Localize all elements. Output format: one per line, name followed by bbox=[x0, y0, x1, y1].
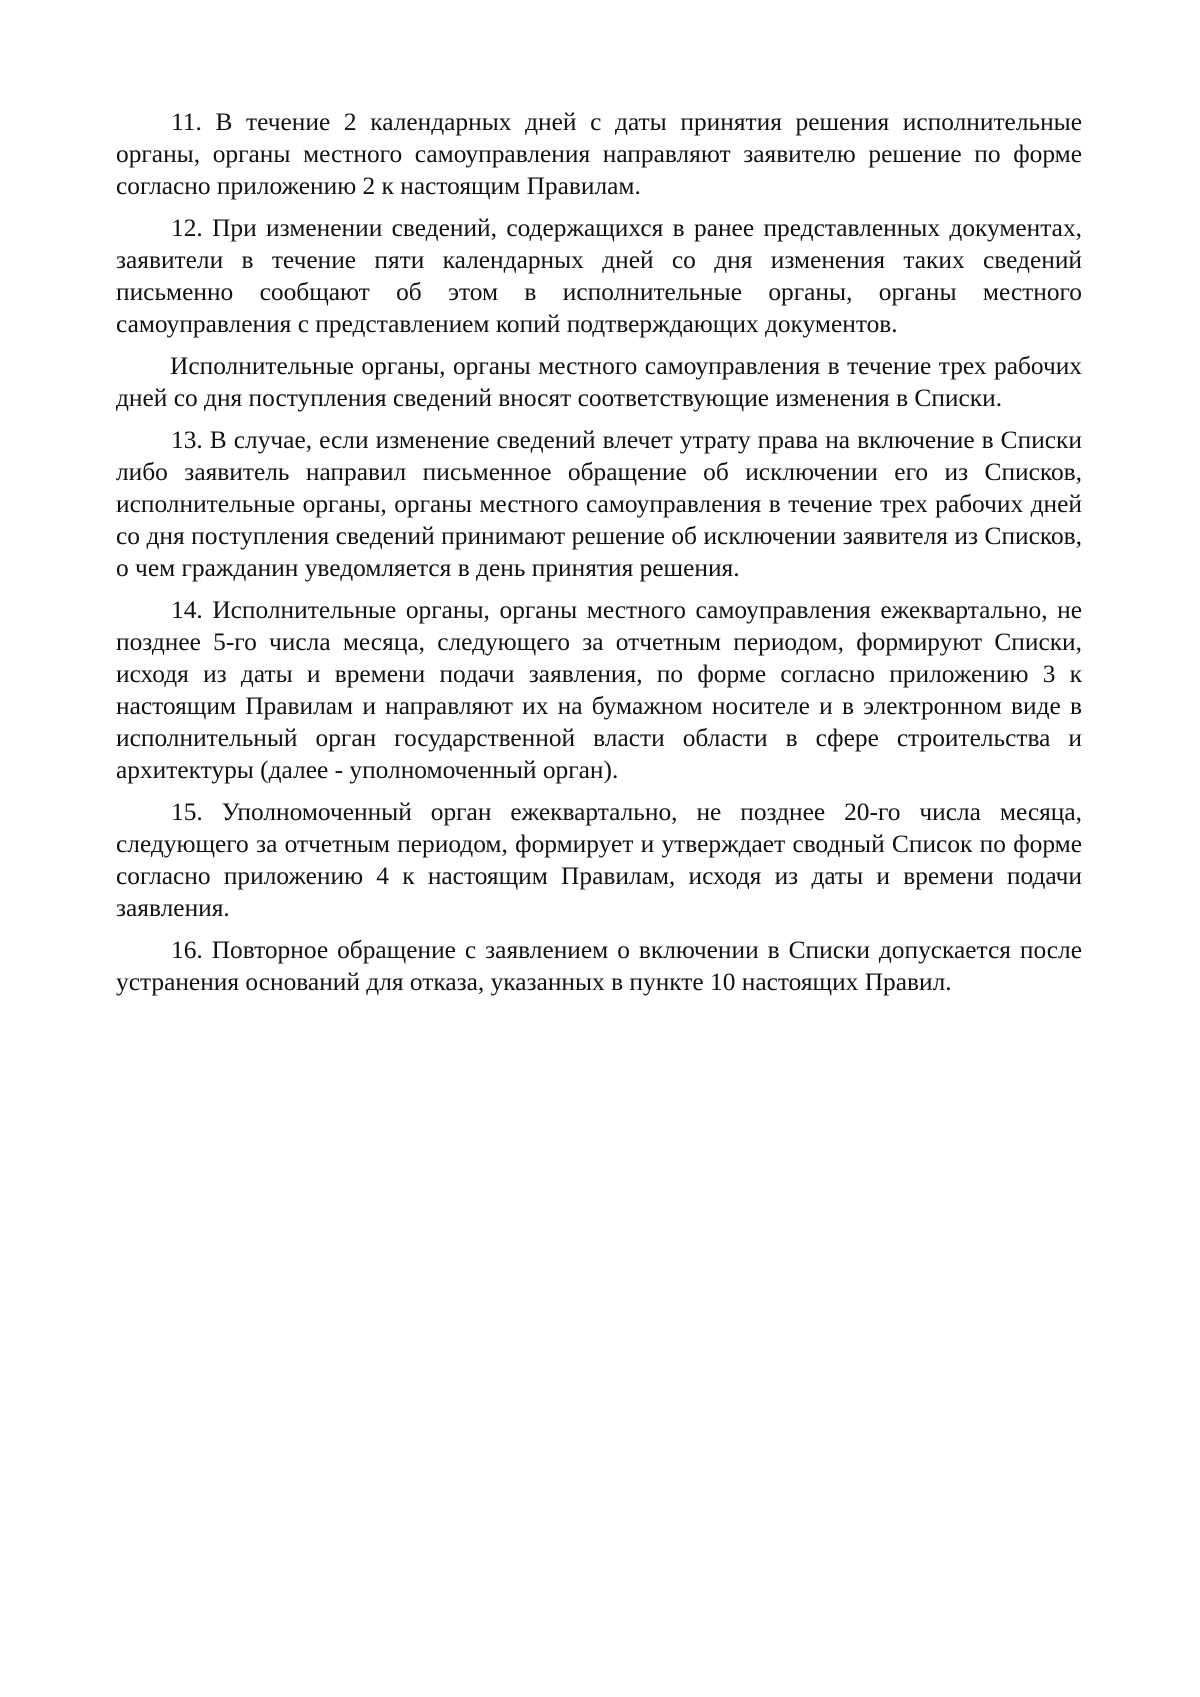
paragraph-16: 16. Повторное обращение с заявлением о включении в Списки допускается после устранения оснований для отказа, указанных в пункте 10 настоящих Правил. bbox=[116, 936, 1082, 996]
paragraph-13: 13. В случае, если изменение сведений влечет утрату права на включение в Списки либо заявитель направил письменное обращение об исключении его из Списков, исполнительные органы, органы местного самоуправления в течение трех рабочих дней со дня поступления сведений принимают решение об исключении заявителя из Списков, о чем гражданин уведомляется в день принятия решения. bbox=[116, 426, 1082, 582]
paragraph-14: 14. Исполнительные органы, органы местного самоуправления ежеквартально, не позднее 5-го числа месяца, следующего за отчетным периодом, формируют Списки, исходя из даты и времени подачи заявления, по форме согласно приложению 3 к настоящим Правилам и направляют их на бумажном носителе и в электронном виде в исполнительный орган государственной власти области в сфере строительства и архитектуры (далее - уполномоченный орган). bbox=[116, 596, 1082, 784]
paragraph-11: 11. В течение 2 календарных дней с даты принятия решения исполнительные органы, органы местного самоуправления направляют заявителю решение по форме согласно приложению 2 к настоящим Правилам. bbox=[116, 108, 1082, 200]
document-body bbox=[116, 106, 1082, 1008]
paragraph-15: 15. Уполномоченный орган ежеквартально, не позднее 20-го числа месяца, следующего за отчетным периодом, формирует и утверждает сводный Список по форме согласно приложению 4 к настоящим Правилам, исходя из даты и времени подачи заявления. bbox=[116, 798, 1082, 922]
paragraph-12-continuation: Исполнительные органы, органы местного самоуправления в течение трех рабочих дней со дня поступления сведений вносят соответствующие изменения в Списки. bbox=[116, 352, 1082, 412]
paragraph-12: 12. При изменении сведений, содержащихся в ранее представленных документах, заявители в течение пяти календарных дней со дня изменения таких сведений письменно сообщают об этом в исполнительные органы, органы местного самоуправления с представлением копий подтверждающих документов. bbox=[116, 214, 1082, 338]
